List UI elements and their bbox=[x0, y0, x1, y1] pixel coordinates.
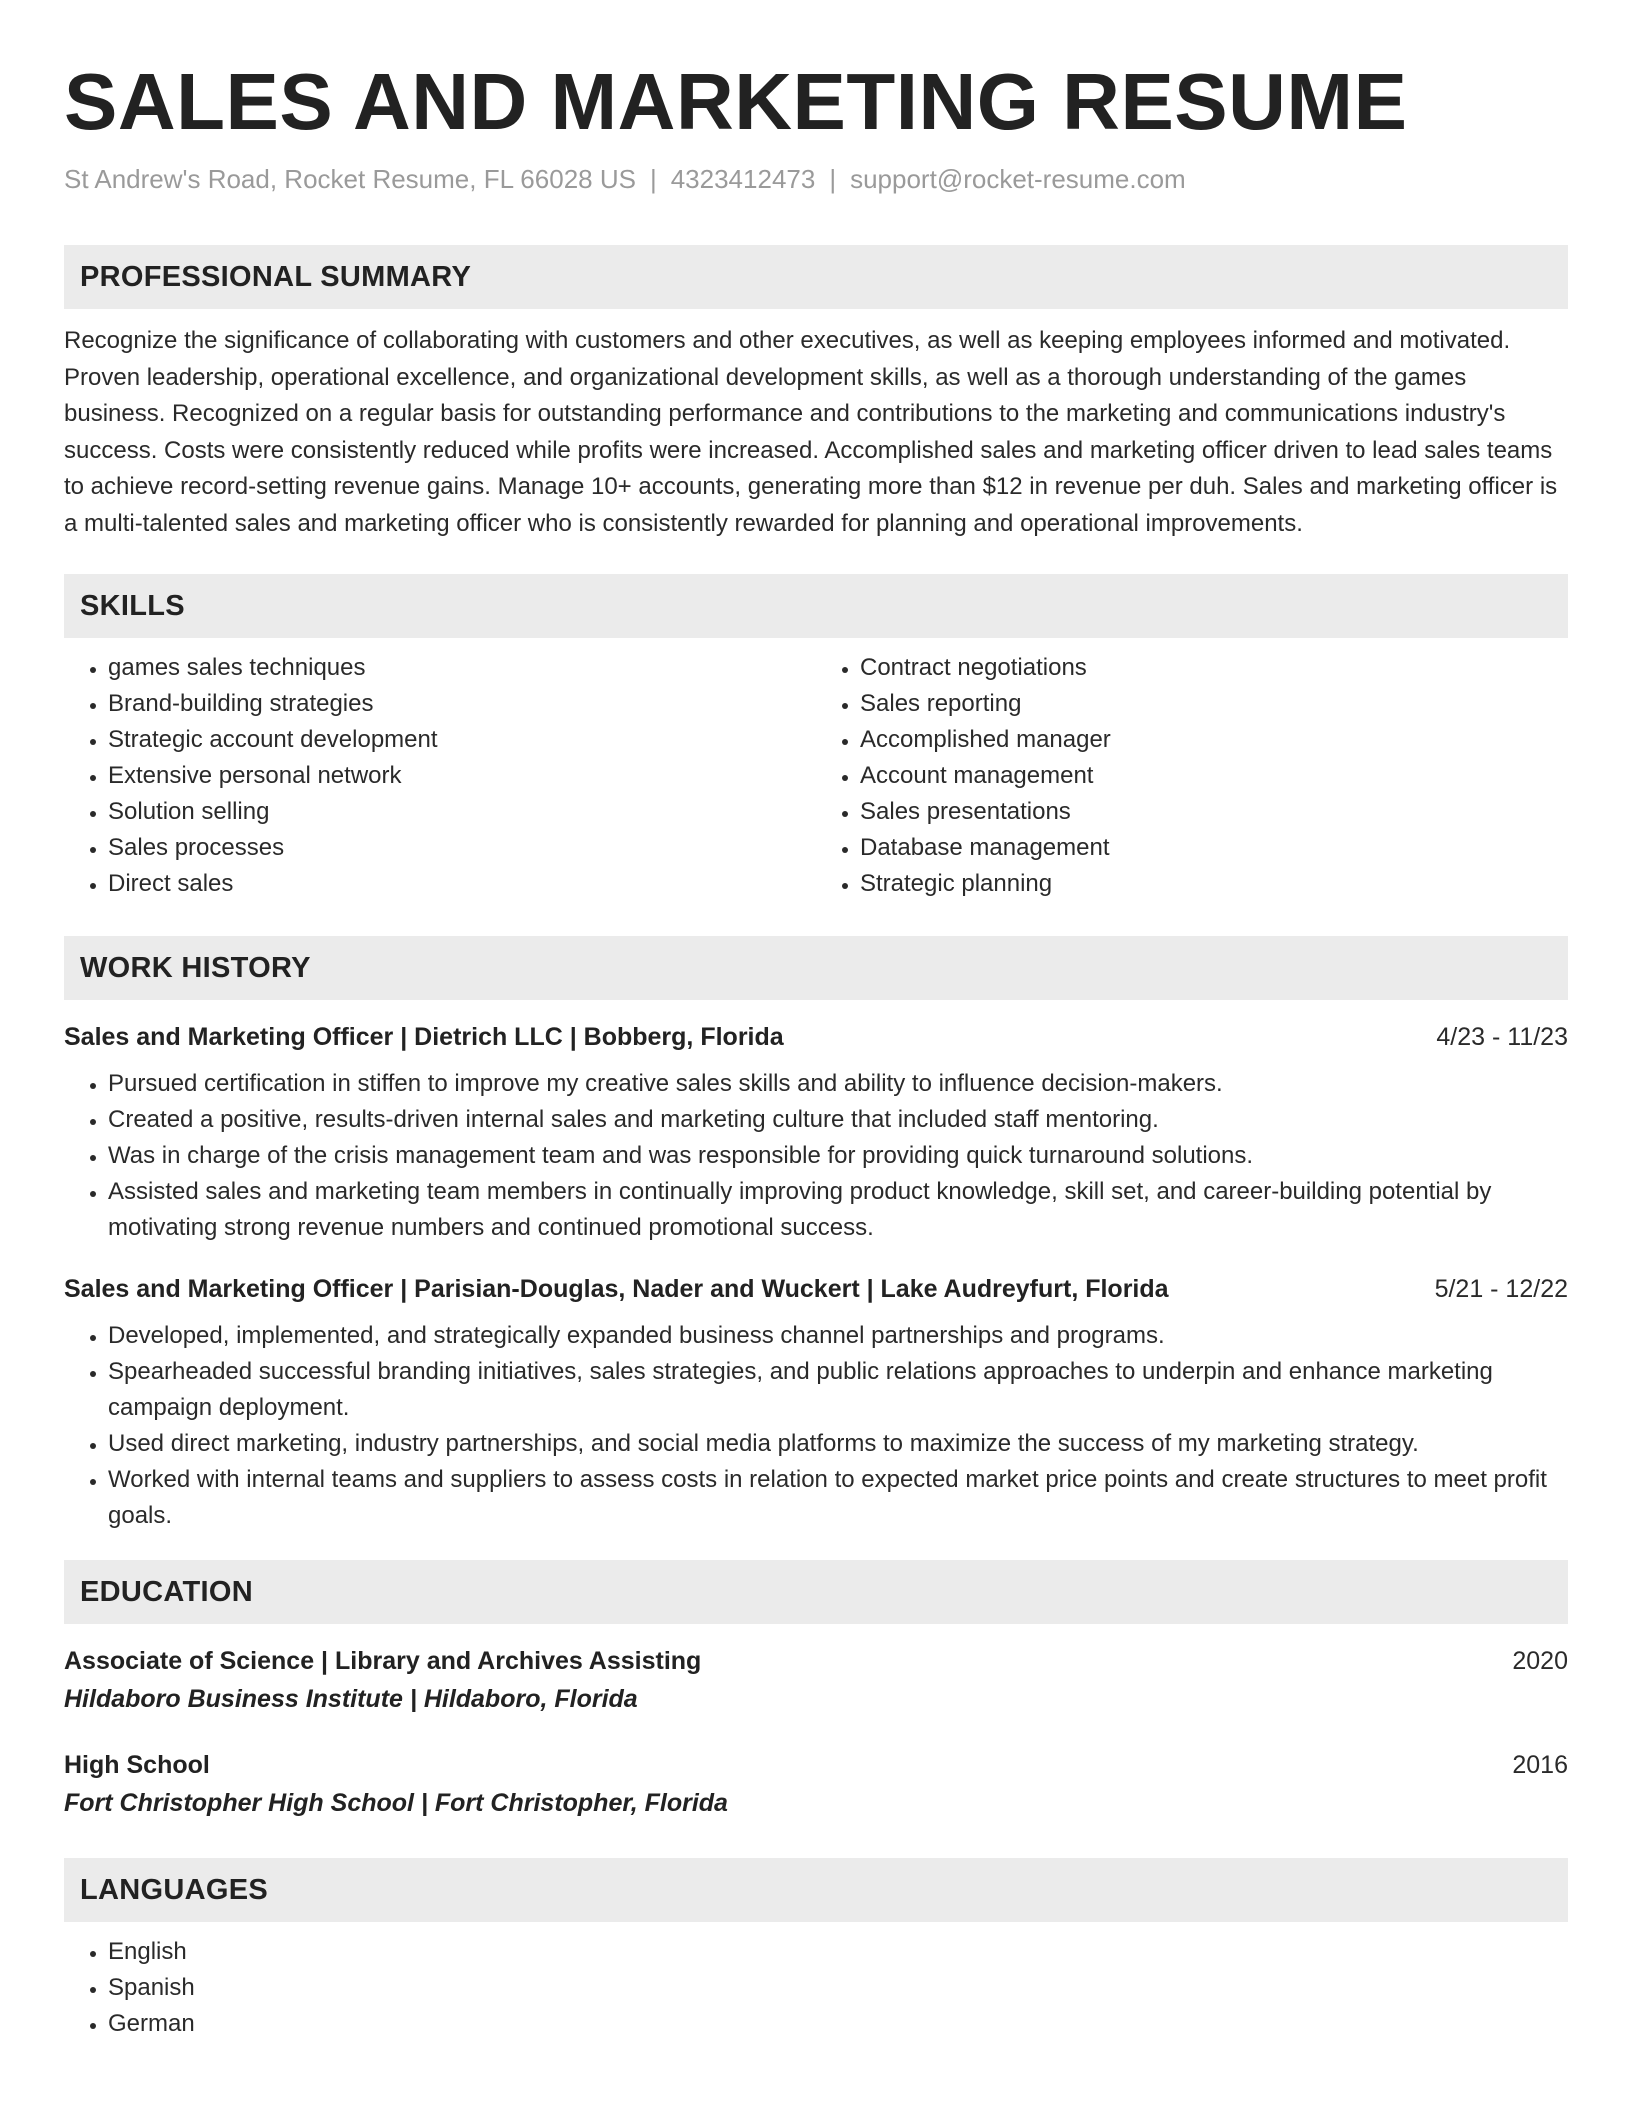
section-heading-work-history: WORK HISTORY bbox=[64, 936, 1568, 1000]
education-year: 2020 bbox=[1512, 1647, 1568, 1675]
job-bullets bbox=[64, 1318, 1568, 1534]
skill-item: • Brand-building strategies bbox=[108, 686, 816, 722]
skill-item: • Account management bbox=[860, 758, 1568, 794]
job-entry bbox=[64, 1270, 1568, 1534]
skill-item: • Database management bbox=[860, 830, 1568, 866]
section-heading-summary: PROFESSIONAL SUMMARY bbox=[64, 245, 1568, 309]
skill-item: • Sales presentations bbox=[860, 794, 1568, 830]
job-bullet: • Spearheaded successful branding initiatives, sales strategies, and public relations approaches to underpin and enhance marketing campaign deployment. bbox=[108, 1354, 1568, 1426]
education-degree: Associate of Science | Library and Archives Assisting bbox=[64, 1647, 702, 1675]
contact-separator: | bbox=[649, 164, 657, 194]
skill-item: • Solution selling bbox=[108, 794, 816, 830]
job-bullets bbox=[64, 1066, 1568, 1246]
education-header bbox=[64, 1746, 1568, 1784]
job-bullet: • Pursued certification in stiffen to improve my creative sales skills and ability to influence decision-makers. bbox=[108, 1066, 1568, 1102]
skill-item: • Direct sales bbox=[108, 866, 816, 902]
job-header bbox=[64, 1018, 1568, 1056]
skills-column-left bbox=[64, 650, 816, 902]
contact-separator: | bbox=[829, 164, 837, 194]
job-header bbox=[64, 1270, 1568, 1308]
resume-title: SALES AND MARKETING RESUME bbox=[64, 57, 1408, 146]
job-bullet: • Worked with internal teams and suppliers to assess costs in relation to expected market price points and create structures to meet profit goals. bbox=[108, 1462, 1568, 1534]
section-heading-education: EDUCATION bbox=[64, 1560, 1568, 1624]
summary-text: Recognize the significance of collaborating with customers and other executives, as well as keeping employees informed and motivated. Proven leadership, operational excellence, and organizational development skills, as well as a thorough understanding of the games business. Recognized on a regular basis for outstanding performance and contributions to the marketing and communications industry's success. Costs were consistently reduced while profits were increased. Accomplished sales and marketing officer driven to lead sales teams to achieve record-setting revenue gains. Manage 10+ accounts, generating more than $12 in revenue per duh. Sales and marketing officer is a multi-talented sales and marketing officer who is consistently rewarded for planning and operational improvements. bbox=[64, 327, 1558, 537]
education-entry bbox=[64, 1642, 1568, 1718]
section-heading-languages: LANGUAGES bbox=[64, 1858, 1568, 1922]
language-item: • German bbox=[108, 2006, 1568, 2042]
job-dates: 5/21 - 12/22 bbox=[1434, 1275, 1568, 1303]
skill-item: • Strategic account development bbox=[108, 722, 816, 758]
skill-item: • Sales reporting bbox=[860, 686, 1568, 722]
languages-list bbox=[64, 1934, 1568, 2042]
education-degree: High School bbox=[64, 1751, 210, 1779]
education-entry bbox=[64, 1746, 1568, 1822]
contact-email: support@rocket-resume.com bbox=[850, 164, 1186, 194]
skill-item: • Contract negotiations bbox=[860, 650, 1568, 686]
job-bullet: • Used direct marketing, industry partnerships, and social media platforms to maximize the success of my marketing strategy. bbox=[108, 1426, 1568, 1462]
language-item: • English bbox=[108, 1934, 1568, 1970]
job-entry bbox=[64, 1018, 1568, 1246]
education-school: Hildaboro Business Institute | Hildaboro, Florida bbox=[64, 1685, 638, 1713]
education-year: 2016 bbox=[1512, 1751, 1568, 1779]
job-dates: 4/23 - 11/23 bbox=[1436, 1023, 1568, 1051]
job-bullet: • Developed, implemented, and strategically expanded business channel partnerships and programs. bbox=[108, 1318, 1568, 1354]
skill-item: • Sales processes bbox=[108, 830, 816, 866]
job-bullet: • Created a positive, results-driven internal sales and marketing culture that included staff mentoring. bbox=[108, 1102, 1568, 1138]
skills-list bbox=[64, 650, 1568, 902]
skill-item: • Extensive personal network bbox=[108, 758, 816, 794]
resume-page bbox=[64, 56, 1568, 2042]
skill-item: • Strategic planning bbox=[860, 866, 1568, 902]
skill-item: • Accomplished manager bbox=[860, 722, 1568, 758]
contact-address: St Andrew's Road, Rocket Resume, FL 66028 US bbox=[64, 164, 636, 194]
contact-line bbox=[64, 164, 1568, 195]
job-title: Sales and Marketing Officer | Parisian-Douglas, Nader and Wuckert | Lake Audreyfurt, Florida bbox=[64, 1275, 1169, 1303]
language-item: • Spanish bbox=[108, 1970, 1568, 2006]
job-title: Sales and Marketing Officer | Dietrich LLC | Bobberg, Florida bbox=[64, 1023, 784, 1051]
job-bullet: • Was in charge of the crisis management team and was responsible for providing quick turnaround solutions. bbox=[108, 1138, 1568, 1174]
contact-phone: 4323412473 bbox=[670, 164, 816, 194]
job-bullet: • Assisted sales and marketing team members in continually improving product knowledge, skill set, and career-building potential by motivating strong revenue numbers and continued promotional success. bbox=[108, 1174, 1568, 1246]
education-school: Fort Christopher High School | Fort Christopher, Florida bbox=[64, 1789, 728, 1817]
education-header bbox=[64, 1642, 1568, 1680]
skill-item: • games sales techniques bbox=[108, 650, 816, 686]
section-heading-skills: SKILLS bbox=[64, 574, 1568, 638]
skills-column-right bbox=[816, 650, 1568, 902]
